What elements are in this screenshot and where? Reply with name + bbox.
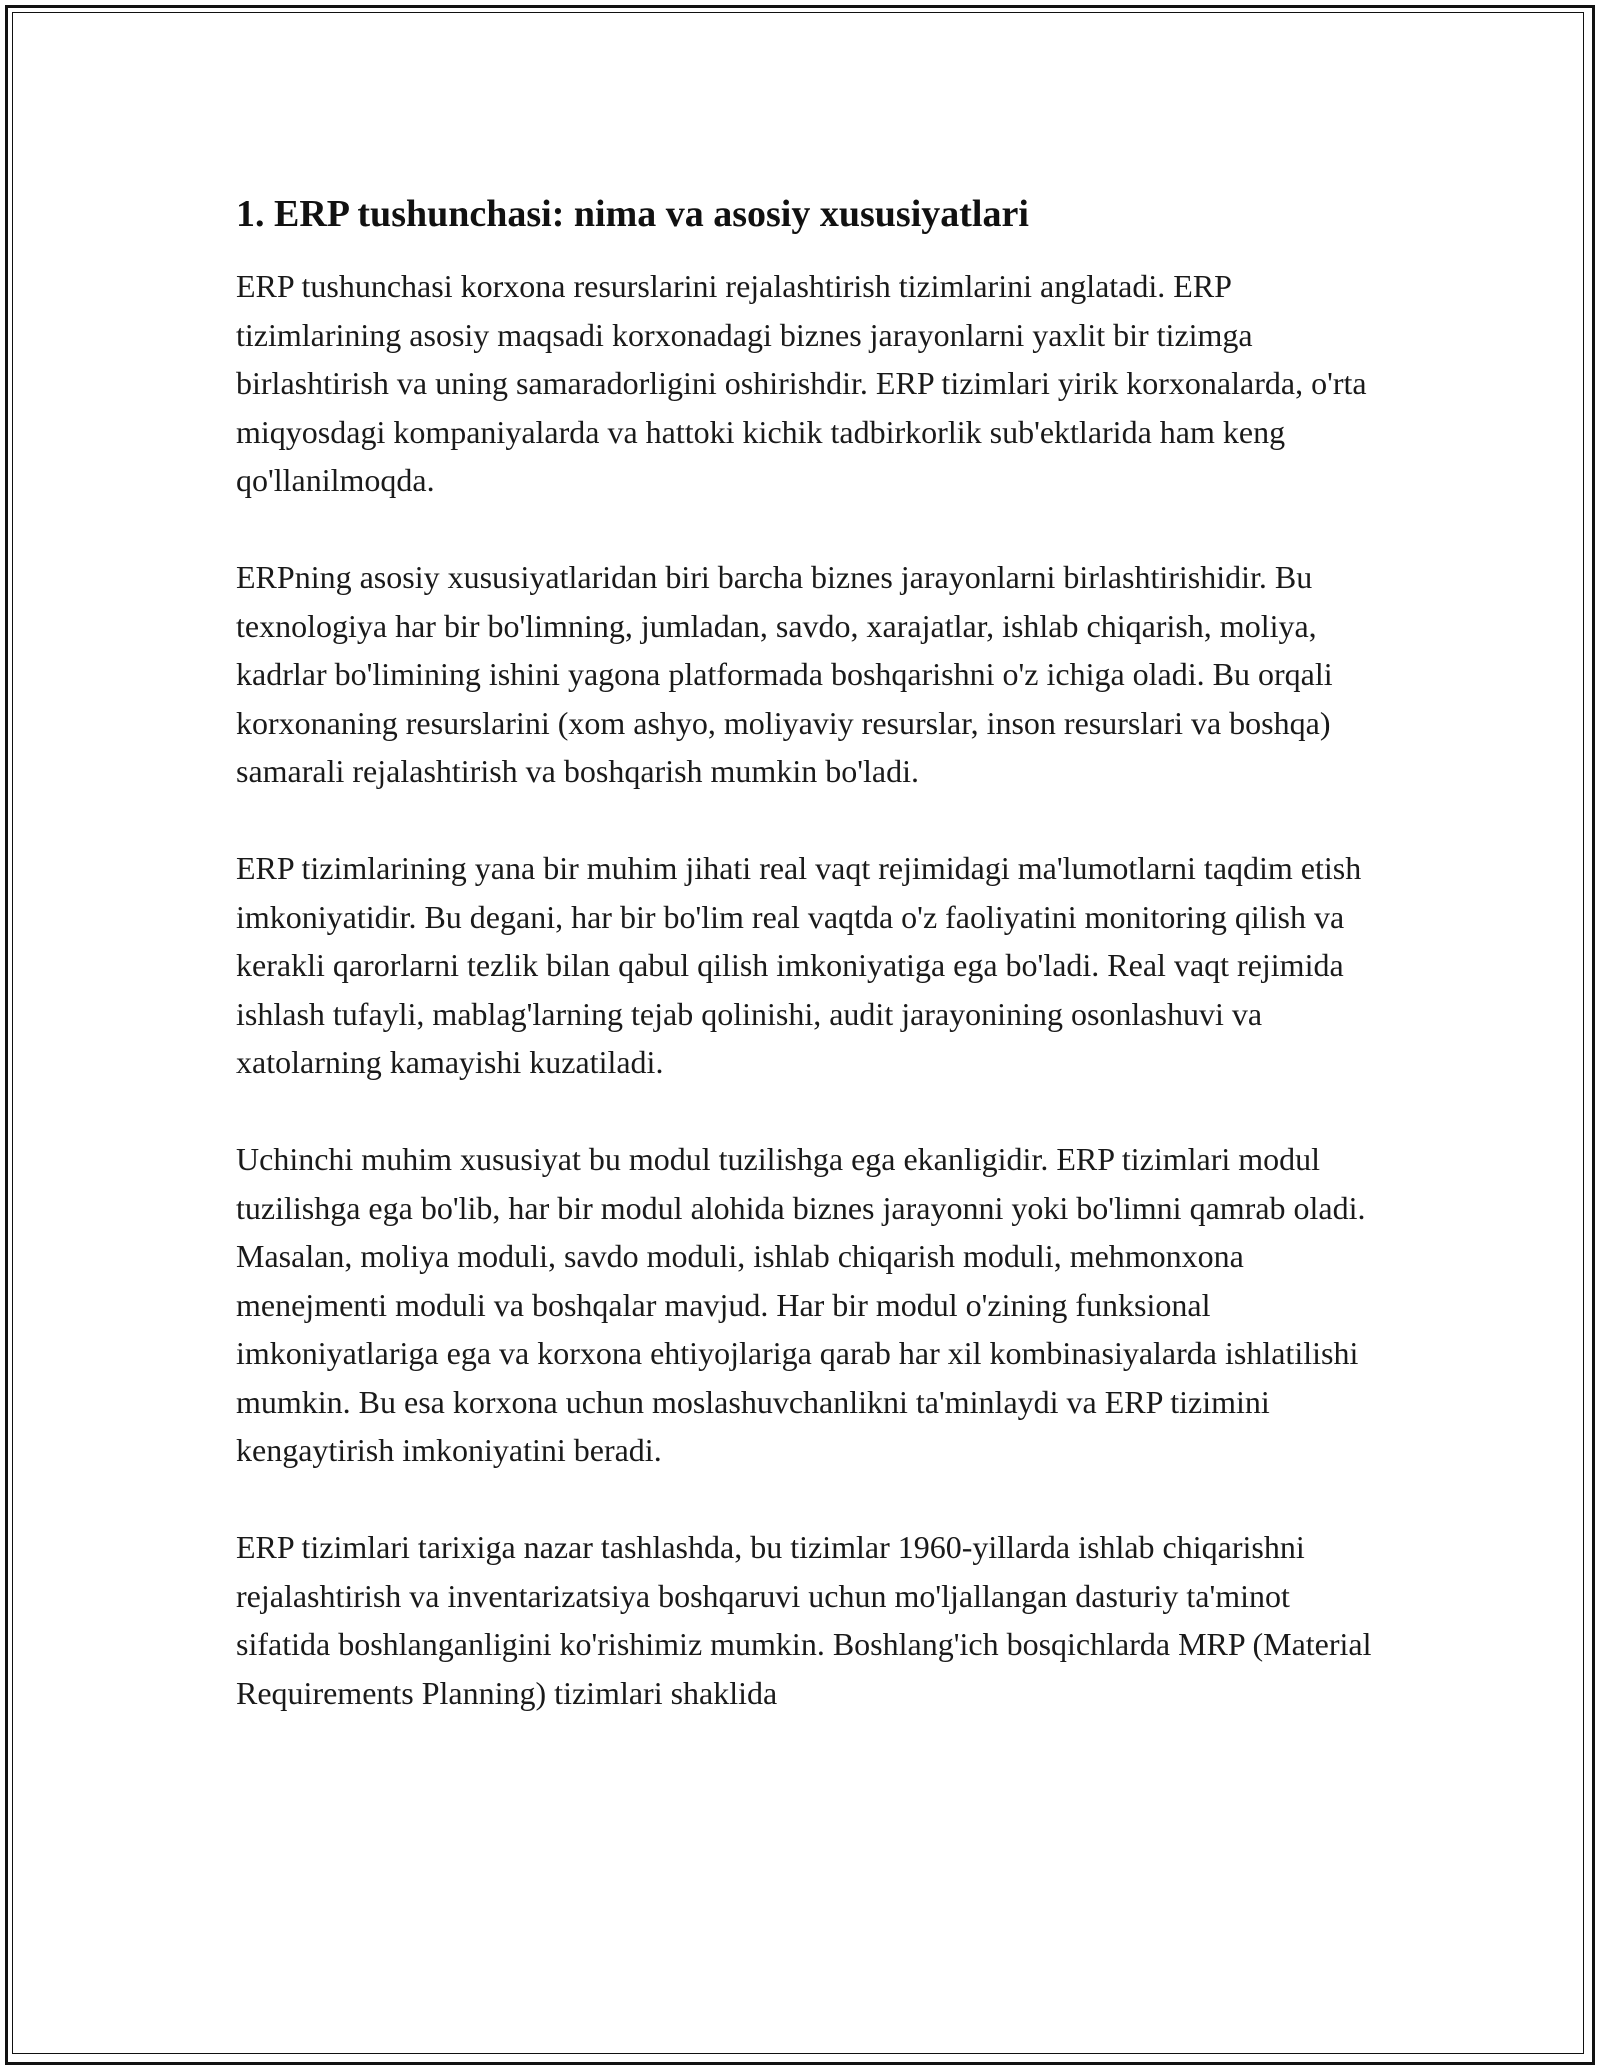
paragraph-modular-structure: Uchinchi muhim xususiyat bu modul tuzilishga ega ekanligidir. ERP tizimlari modul tuzilishga ega bo'lib, har bir modul alohida biznes jarayonni yoki bo'limni qamrab oladi. Masalan, moliya moduli, savdo moduli, ishlab chiqarish moduli, mehmonxona menejmenti moduli va boshqalar mavjud. Har bir modul o'zining funksional imkoniyatlariga ega va korxona ehtiyojlariga qarab har xil kombinasiyalarda ishlatilishi mumkin. Bu esa korxona uchun moslashuvchanlikni ta'minlaydi va ERP tizimini kengaytirish imkoniyatini beradi. <box>236 1141 1366 1468</box>
paragraph-erp-history: ERP tizimlari tarixiga nazar tashlashda, bu tizimlar 1960-yillarda ishlab chiqarishni rejalashtirish va inventarizatsiya boshqaruvi uchun mo'ljallangan dasturiy ta'minot sifatida boshlanganligini ko'rishimiz mumkin. Boshlang'ich bosqichlarda MRP (Material Requirements Planning) tizimlari shaklida <box>236 1529 1372 1711</box>
section-heading: 1. ERP tushunchasi: nima va asosiy xususiyatlari <box>236 193 1029 235</box>
document-body <box>236 190 1376 1766</box>
paragraph-real-time-data: ERP tizimlarining yana bir muhim jihati real vaqt rejimidagi ma'lumotlarni taqdim etish imkoniyatidir. Bu degani, har bir bo'lim real vaqtda o'z faoliyatini monitoring qilish va kerakli qarorlarni tezlik bilan qabul qilish imkoniyatiga ega bo'ladi. Real vaqt rejimida ishlash tufayli, mablag'larning tejab qolinishi, audit jarayonining osonlashuvi va xatolarning kamayishi kuzatiladi. <box>236 850 1362 1080</box>
paragraph-erp-definition: ERP tushunchasi korxona resurslarini rejalashtirish tizimlarini anglatadi. ERP tizimlarining asosiy maqsadi korxonadagi biznes jarayonlarni yaxlit bir tizimga birlashtirish va uning samaradorligini oshirishdir. ERP tizimlari yirik korxonalarda, o'rta miqyosdagi kompaniyalarda va hattoki kichik tadbirkorlik sub'ektlarida ham keng qo'llanilmoqda. <box>236 268 1367 498</box>
paragraph-process-integration: ERPning asosiy xususiyatlaridan biri barcha biznes jarayonlarni birlashtirishidir. Bu texnologiya har bir bo'limning, jumladan, savdo, xarajatlar, ishlab chiqarish, moliya, kadrlar bo'limining ishini yagona platformada boshqarishni o'z ichiga oladi. Bu orqali korxonaning resurslarini (xom ashyo, moliyaviy resurslar, inson resurslari va boshqa) samarali rejalashtirish va boshqarish mumkin bo'ladi. <box>236 559 1333 789</box>
